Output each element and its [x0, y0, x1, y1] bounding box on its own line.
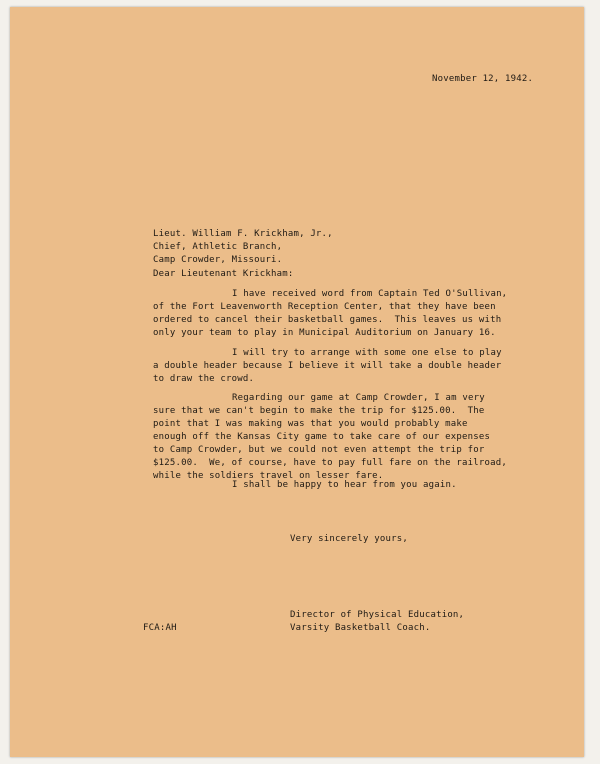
paragraph-line: to draw the crowd.: [153, 374, 255, 384]
paragraph-2: [153, 347, 502, 386]
paragraph-3: [153, 392, 507, 483]
paragraph-line: point that I was making was that you would probably make: [153, 419, 468, 429]
paragraph-line: I will try to arrange with some one else to play: [232, 348, 502, 358]
letter-date: November 12, 1942.: [432, 74, 534, 84]
paragraph-line: of the Fort Leavenworth Reception Center, that they have been: [153, 302, 496, 312]
address-line: Lieut. William F. Krickham, Jr.,: [153, 229, 333, 239]
signature-block: [290, 609, 464, 635]
paragraph-4: I shall be happy to hear from you again.: [232, 480, 457, 490]
closing: Very sincerely yours,: [290, 534, 408, 544]
paragraph-line: to Camp Crowder, but we could not even attempt the trip for: [153, 445, 485, 455]
paragraph-line: only your team to play in Municipal Auditorium on January 16.: [153, 328, 496, 338]
paragraph-line: sure that we can't begin to make the trip for $125.00. The: [153, 406, 485, 416]
signature-line: Varsity Basketball Coach.: [290, 623, 431, 633]
letter-page: [10, 7, 584, 757]
paragraph-line: ordered to cancel their basketball games. This leaves us with: [153, 315, 502, 325]
paragraph-line: while the soldiers travel on lesser fare.: [153, 471, 384, 481]
paragraph-line: a double header because I believe it will take a double header: [153, 361, 502, 371]
salutation: Dear Lieutenant Krickham:: [153, 269, 294, 279]
inside-address: [153, 228, 333, 267]
paragraph-line: I have received word from Captain Ted O'Sullivan,: [232, 289, 508, 299]
address-line: Camp Crowder, Missouri.: [153, 255, 283, 265]
paragraph-line: enough off the Kansas City game to take care of our expenses: [153, 432, 491, 442]
paragraph-line: $125.00. We, of course, have to pay full fare on the railroad,: [153, 458, 507, 468]
signature-line: Director of Physical Education,: [290, 610, 465, 620]
address-line: Chief, Athletic Branch,: [153, 242, 283, 252]
reference-initials: FCA:AH: [143, 623, 177, 633]
paragraph-1: [153, 288, 507, 340]
paragraph-line: Regarding our game at Camp Crowder, I am very: [232, 393, 485, 403]
